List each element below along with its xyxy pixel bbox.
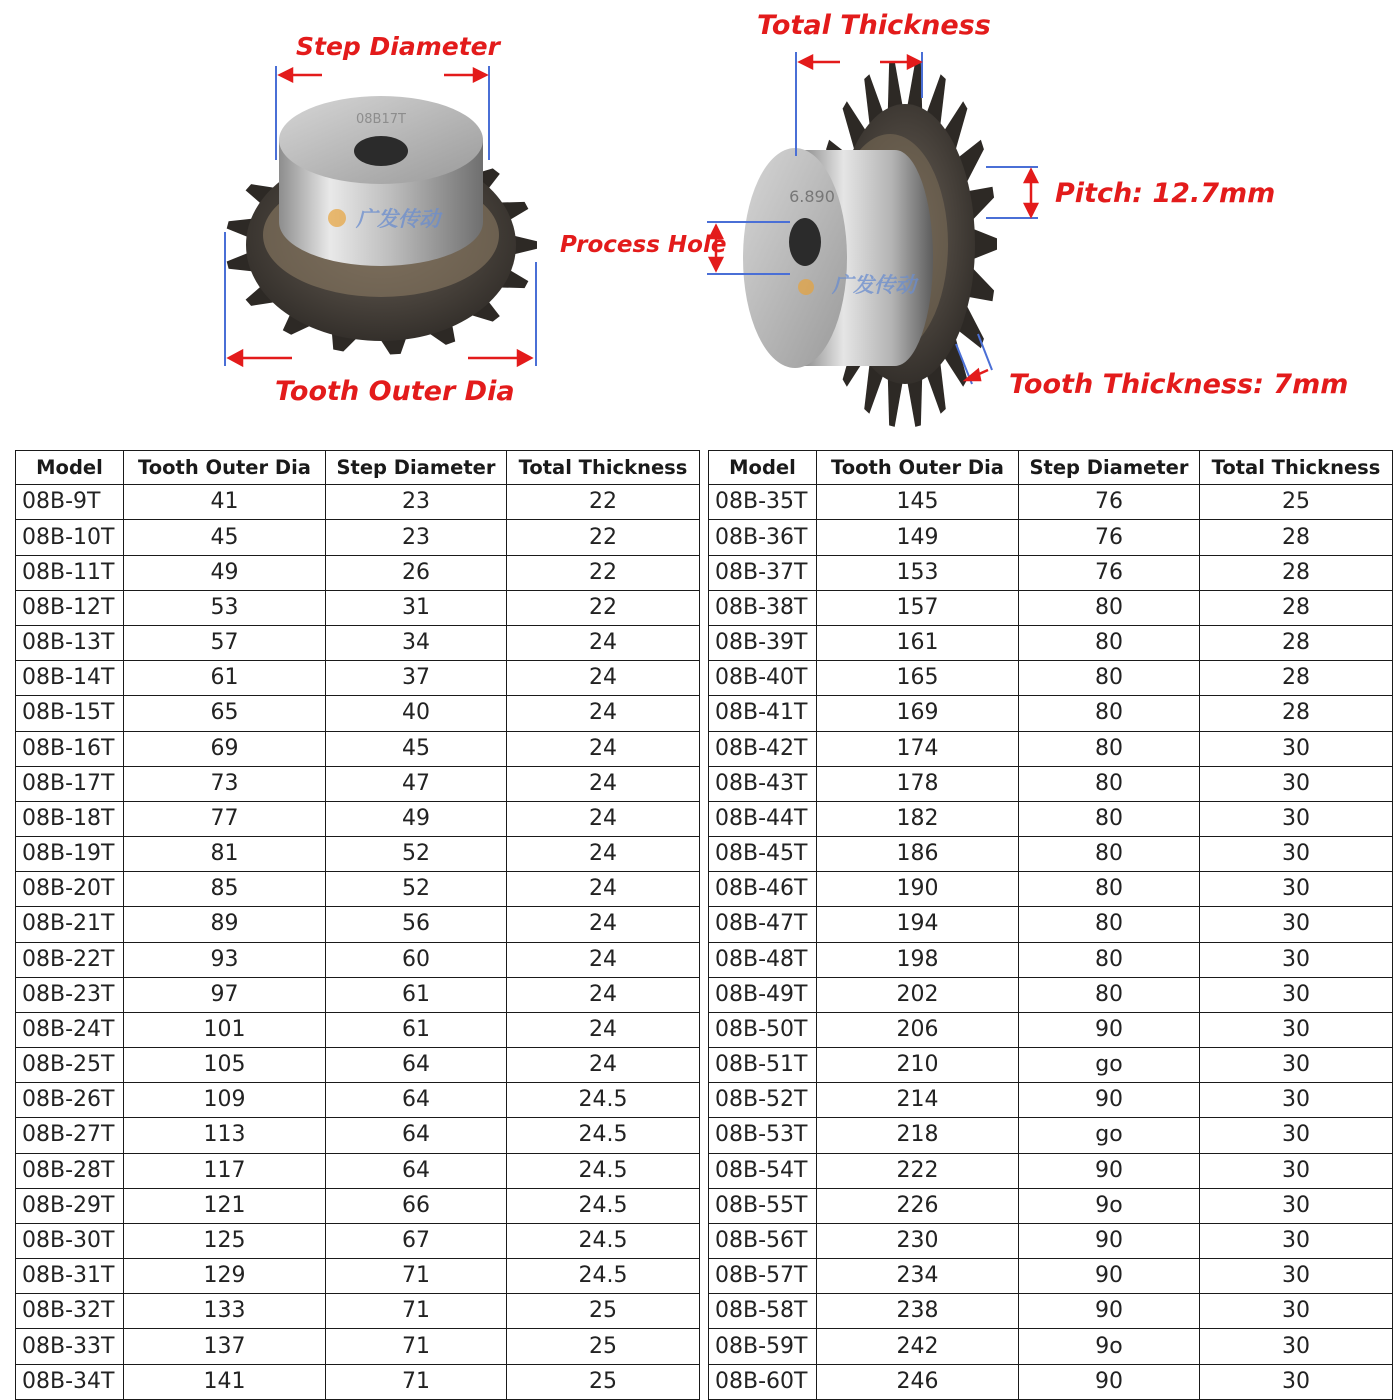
cell-model: 08B-51T [709, 1048, 817, 1083]
cell-model: 08B-26T [16, 1083, 124, 1118]
cell-step-diameter: 80 [1019, 907, 1200, 942]
tooth-outer-dia-label: Tooth Outer Dia [275, 376, 515, 407]
table-row [16, 1083, 700, 1118]
cell-model: 08B-49T [709, 977, 817, 1012]
table-row [16, 1153, 700, 1188]
cell-tooth-outer-dia: 242 [817, 1329, 1019, 1364]
table-row [16, 837, 700, 872]
table-row [16, 1294, 700, 1329]
cell-total-thickness: 24.5 [507, 1153, 700, 1188]
cell-total-thickness: 24 [507, 942, 700, 977]
header-model: Model [16, 451, 124, 485]
table-row [16, 907, 700, 942]
cell-tooth-outer-dia: 194 [817, 907, 1019, 942]
table-row [709, 1083, 1393, 1118]
cell-tooth-outer-dia: 93 [124, 942, 326, 977]
cell-tooth-outer-dia: 49 [124, 555, 326, 590]
cell-total-thickness: 30 [1200, 1188, 1393, 1223]
header-step-diameter: Step Diameter [1019, 451, 1200, 485]
cell-step-diameter: 34 [326, 625, 507, 660]
cell-total-thickness: 28 [1200, 520, 1393, 555]
cell-step-diameter: 26 [326, 555, 507, 590]
cell-step-diameter: go [1019, 1118, 1200, 1153]
table-row [709, 1223, 1393, 1258]
table-row [16, 872, 700, 907]
cell-tooth-outer-dia: 186 [817, 837, 1019, 872]
table-row [709, 555, 1393, 590]
cell-tooth-outer-dia: 202 [817, 977, 1019, 1012]
cell-model: 08B-9T [16, 485, 124, 520]
cell-tooth-outer-dia: 190 [817, 872, 1019, 907]
spec-table-right [708, 450, 1393, 1400]
cell-step-diameter: 61 [326, 977, 507, 1012]
cell-total-thickness: 24 [507, 907, 700, 942]
cell-step-diameter: 76 [1019, 555, 1200, 590]
cell-tooth-outer-dia: 149 [817, 520, 1019, 555]
header-tooth-outer-dia: Tooth Outer Dia [817, 451, 1019, 485]
cell-step-diameter: 71 [326, 1329, 507, 1364]
cell-tooth-outer-dia: 153 [817, 555, 1019, 590]
cell-tooth-outer-dia: 113 [124, 1118, 326, 1153]
cell-tooth-outer-dia: 234 [817, 1259, 1019, 1294]
cell-model: 08B-50T [709, 1012, 817, 1047]
left-hub-mark: 08B17T [356, 112, 406, 127]
cell-tooth-outer-dia: 238 [817, 1294, 1019, 1329]
cell-tooth-outer-dia: 85 [124, 872, 326, 907]
left-sprocket [227, 96, 537, 355]
table-row [709, 1153, 1393, 1188]
table-row [709, 1118, 1393, 1153]
table-row [16, 1329, 700, 1364]
cell-model: 08B-16T [16, 731, 124, 766]
cell-step-diameter: 52 [326, 872, 507, 907]
cell-step-diameter: 47 [326, 766, 507, 801]
table-row [16, 942, 700, 977]
spec-tables [15, 450, 1391, 1400]
cell-total-thickness: 30 [1200, 1223, 1393, 1258]
cell-tooth-outer-dia: 178 [817, 766, 1019, 801]
cell-tooth-outer-dia: 246 [817, 1364, 1019, 1399]
table-row [16, 1118, 700, 1153]
table-row [16, 731, 700, 766]
cell-total-thickness: 30 [1200, 907, 1393, 942]
table-row [709, 625, 1393, 660]
table-row [16, 625, 700, 660]
cell-tooth-outer-dia: 174 [817, 731, 1019, 766]
cell-model: 08B-24T [16, 1012, 124, 1047]
cell-step-diameter: 37 [326, 661, 507, 696]
cell-step-diameter: 64 [326, 1118, 507, 1153]
cell-step-diameter: 52 [326, 837, 507, 872]
table-row [709, 1048, 1393, 1083]
cell-model: 08B-13T [16, 625, 124, 660]
cell-model: 08B-45T [709, 837, 817, 872]
cell-model: 08B-15T [16, 696, 124, 731]
cell-total-thickness: 24 [507, 661, 700, 696]
cell-step-diameter: 80 [1019, 837, 1200, 872]
table-row [16, 661, 700, 696]
cell-step-diameter: go [1019, 1048, 1200, 1083]
table-row [16, 1259, 700, 1294]
cell-step-diameter: 61 [326, 1012, 507, 1047]
cell-tooth-outer-dia: 137 [124, 1329, 326, 1364]
cell-total-thickness: 28 [1200, 661, 1393, 696]
cell-tooth-outer-dia: 214 [817, 1083, 1019, 1118]
spec-table-left [15, 450, 700, 1400]
cell-total-thickness: 30 [1200, 1364, 1393, 1399]
cell-step-diameter: 80 [1019, 766, 1200, 801]
cell-model: 08B-57T [709, 1259, 817, 1294]
cell-model: 08B-32T [16, 1294, 124, 1329]
cell-model: 08B-47T [709, 907, 817, 942]
cell-total-thickness: 30 [1200, 1083, 1393, 1118]
cell-total-thickness: 24.5 [507, 1259, 700, 1294]
cell-tooth-outer-dia: 117 [124, 1153, 326, 1188]
cell-tooth-outer-dia: 161 [817, 625, 1019, 660]
sprocket-diagram [0, 0, 1400, 440]
cell-step-diameter: 40 [326, 696, 507, 731]
cell-model: 08B-23T [16, 977, 124, 1012]
cell-step-diameter: 23 [326, 520, 507, 555]
cell-tooth-outer-dia: 226 [817, 1188, 1019, 1223]
cell-step-diameter: 60 [326, 942, 507, 977]
table-row [709, 1259, 1393, 1294]
cell-step-diameter: 80 [1019, 625, 1200, 660]
cell-model: 08B-12T [16, 590, 124, 625]
cell-model: 08B-43T [709, 766, 817, 801]
cell-step-diameter: 90 [1019, 1012, 1200, 1047]
cell-total-thickness: 28 [1200, 696, 1393, 731]
cell-total-thickness: 24 [507, 1012, 700, 1047]
cell-tooth-outer-dia: 73 [124, 766, 326, 801]
cell-model: 08B-29T [16, 1188, 124, 1223]
cell-tooth-outer-dia: 97 [124, 977, 326, 1012]
cell-total-thickness: 22 [507, 590, 700, 625]
cell-step-diameter: 80 [1019, 590, 1200, 625]
table-row [709, 766, 1393, 801]
cell-total-thickness: 30 [1200, 1259, 1393, 1294]
cell-tooth-outer-dia: 53 [124, 590, 326, 625]
cell-step-diameter: 90 [1019, 1294, 1200, 1329]
cell-tooth-outer-dia: 65 [124, 696, 326, 731]
cell-model: 08B-22T [16, 942, 124, 977]
table-row [16, 801, 700, 836]
cell-tooth-outer-dia: 133 [124, 1294, 326, 1329]
cell-tooth-outer-dia: 121 [124, 1188, 326, 1223]
cell-step-diameter: 64 [326, 1048, 507, 1083]
cell-tooth-outer-dia: 109 [124, 1083, 326, 1118]
cell-tooth-outer-dia: 89 [124, 907, 326, 942]
table-header-row [16, 451, 700, 485]
cell-step-diameter: 76 [1019, 485, 1200, 520]
cell-step-diameter: 56 [326, 907, 507, 942]
cell-step-diameter: 71 [326, 1364, 507, 1399]
cell-tooth-outer-dia: 157 [817, 590, 1019, 625]
cell-total-thickness: 30 [1200, 801, 1393, 836]
cell-total-thickness: 30 [1200, 872, 1393, 907]
watermark-left: 广发传动 [356, 207, 440, 231]
table-row [709, 661, 1393, 696]
header-total-thickness: Total Thickness [1200, 451, 1393, 485]
table-row [709, 696, 1393, 731]
header-step-diameter: Step Diameter [326, 451, 507, 485]
cell-model: 08B-38T [709, 590, 817, 625]
cell-model: 08B-35T [709, 485, 817, 520]
cell-step-diameter: 80 [1019, 661, 1200, 696]
cell-total-thickness: 24 [507, 801, 700, 836]
table-row [709, 1294, 1393, 1329]
cell-tooth-outer-dia: 125 [124, 1223, 326, 1258]
cell-step-diameter: 31 [326, 590, 507, 625]
cell-tooth-outer-dia: 69 [124, 731, 326, 766]
cell-tooth-outer-dia: 105 [124, 1048, 326, 1083]
cell-model: 08B-36T [709, 520, 817, 555]
cell-tooth-outer-dia: 210 [817, 1048, 1019, 1083]
cell-step-diameter: 76 [1019, 520, 1200, 555]
cell-total-thickness: 22 [507, 555, 700, 590]
right-hub-mark: 6.890 [789, 187, 835, 206]
cell-total-thickness: 24 [507, 696, 700, 731]
cell-total-thickness: 28 [1200, 590, 1393, 625]
cell-step-diameter: 80 [1019, 942, 1200, 977]
cell-model: 08B-46T [709, 872, 817, 907]
cell-total-thickness: 30 [1200, 1118, 1393, 1153]
cell-total-thickness: 24 [507, 731, 700, 766]
cell-total-thickness: 30 [1200, 837, 1393, 872]
cell-tooth-outer-dia: 206 [817, 1012, 1019, 1047]
cell-step-diameter: 9o [1019, 1329, 1200, 1364]
cell-step-diameter: 71 [326, 1294, 507, 1329]
cell-model: 08B-37T [709, 555, 817, 590]
cell-total-thickness: 24.5 [507, 1083, 700, 1118]
cell-tooth-outer-dia: 222 [817, 1153, 1019, 1188]
cell-total-thickness: 30 [1200, 1153, 1393, 1188]
cell-total-thickness: 25 [507, 1294, 700, 1329]
cell-model: 08B-40T [709, 661, 817, 696]
cell-step-diameter: 71 [326, 1259, 507, 1294]
table-row [709, 977, 1393, 1012]
table-row [16, 555, 700, 590]
cell-model: 08B-55T [709, 1188, 817, 1223]
cell-total-thickness: 28 [1200, 625, 1393, 660]
cell-tooth-outer-dia: 230 [817, 1223, 1019, 1258]
cell-step-diameter: 49 [326, 801, 507, 836]
table-row [709, 837, 1393, 872]
cell-total-thickness: 30 [1200, 977, 1393, 1012]
total-thickness-label: Total Thickness [757, 10, 991, 41]
table-row [709, 1364, 1393, 1399]
cell-total-thickness: 24 [507, 837, 700, 872]
cell-total-thickness: 24 [507, 625, 700, 660]
cell-step-diameter: 90 [1019, 1153, 1200, 1188]
right-sprocket [743, 61, 997, 427]
cell-total-thickness: 30 [1200, 1012, 1393, 1047]
cell-total-thickness: 25 [1200, 485, 1393, 520]
cell-total-thickness: 30 [1200, 1048, 1393, 1083]
cell-model: 08B-56T [709, 1223, 817, 1258]
cell-tooth-outer-dia: 81 [124, 837, 326, 872]
cell-total-thickness: 30 [1200, 1294, 1393, 1329]
cell-model: 08B-21T [16, 907, 124, 942]
cell-tooth-outer-dia: 198 [817, 942, 1019, 977]
cell-step-diameter: 80 [1019, 801, 1200, 836]
cell-step-diameter: 9o [1019, 1188, 1200, 1223]
cell-model: 08B-10T [16, 520, 124, 555]
table-row [16, 485, 700, 520]
cell-step-diameter: 80 [1019, 731, 1200, 766]
cell-step-diameter: 23 [326, 485, 507, 520]
cell-model: 08B-60T [709, 1364, 817, 1399]
cell-step-diameter: 80 [1019, 872, 1200, 907]
cell-model: 08B-20T [16, 872, 124, 907]
cell-model: 08B-33T [16, 1329, 124, 1364]
cell-model: 08B-30T [16, 1223, 124, 1258]
cell-step-diameter: 80 [1019, 977, 1200, 1012]
cell-total-thickness: 24 [507, 872, 700, 907]
table-row [16, 1012, 700, 1047]
cell-tooth-outer-dia: 169 [817, 696, 1019, 731]
cell-total-thickness: 30 [1200, 766, 1393, 801]
cell-model: 08B-28T [16, 1153, 124, 1188]
table-row [709, 1329, 1393, 1364]
cell-model: 08B-25T [16, 1048, 124, 1083]
cell-model: 08B-53T [709, 1118, 817, 1153]
cell-tooth-outer-dia: 145 [817, 485, 1019, 520]
cell-step-diameter: 90 [1019, 1259, 1200, 1294]
cell-total-thickness: 25 [507, 1364, 700, 1399]
cell-tooth-outer-dia: 61 [124, 661, 326, 696]
cell-model: 08B-14T [16, 661, 124, 696]
cell-model: 08B-48T [709, 942, 817, 977]
table-row [709, 1012, 1393, 1047]
cell-total-thickness: 22 [507, 520, 700, 555]
cell-total-thickness: 30 [1200, 731, 1393, 766]
table-row [709, 485, 1393, 520]
cell-tooth-outer-dia: 57 [124, 625, 326, 660]
table-row [16, 1223, 700, 1258]
cell-model: 08B-27T [16, 1118, 124, 1153]
process-hole-label: Process Hole [560, 232, 727, 258]
table-row [709, 590, 1393, 625]
cell-tooth-outer-dia: 182 [817, 801, 1019, 836]
cell-step-diameter: 64 [326, 1083, 507, 1118]
cell-model: 08B-41T [709, 696, 817, 731]
cell-model: 08B-18T [16, 801, 124, 836]
table-row [16, 696, 700, 731]
cell-total-thickness: 28 [1200, 555, 1393, 590]
cell-total-thickness: 30 [1200, 1329, 1393, 1364]
pitch-label: Pitch: 12.7mm [1055, 178, 1276, 209]
cell-model: 08B-39T [709, 625, 817, 660]
cell-model: 08B-17T [16, 766, 124, 801]
table-row [709, 942, 1393, 977]
table-row [709, 801, 1393, 836]
cell-model: 08B-42T [709, 731, 817, 766]
table-row [16, 590, 700, 625]
cell-model: 08B-59T [709, 1329, 817, 1364]
cell-tooth-outer-dia: 129 [124, 1259, 326, 1294]
header-tooth-outer-dia: Tooth Outer Dia [124, 451, 326, 485]
table-row [16, 766, 700, 801]
cell-model: 08B-52T [709, 1083, 817, 1118]
cell-step-diameter: 90 [1019, 1223, 1200, 1258]
cell-step-diameter: 67 [326, 1223, 507, 1258]
cell-model: 08B-11T [16, 555, 124, 590]
table-row [16, 1188, 700, 1223]
cell-total-thickness: 24.5 [507, 1188, 700, 1223]
cell-model: 08B-19T [16, 837, 124, 872]
cell-model: 08B-58T [709, 1294, 817, 1329]
watermark-right: 广发传动 [832, 273, 916, 297]
table-row [709, 872, 1393, 907]
table-row [709, 907, 1393, 942]
cell-tooth-outer-dia: 218 [817, 1118, 1019, 1153]
tooth-thickness-label: Tooth Thickness: 7mm [1009, 369, 1349, 400]
cell-total-thickness: 22 [507, 485, 700, 520]
cell-tooth-outer-dia: 41 [124, 485, 326, 520]
header-model: Model [709, 451, 817, 485]
table-row [709, 1188, 1393, 1223]
cell-total-thickness: 24 [507, 1048, 700, 1083]
cell-step-diameter: 90 [1019, 1364, 1200, 1399]
cell-total-thickness: 25 [507, 1329, 700, 1364]
cell-total-thickness: 24.5 [507, 1118, 700, 1153]
cell-model: 08B-34T [16, 1364, 124, 1399]
step-diameter-label: Step Diameter [296, 32, 500, 61]
table-header-row [709, 451, 1393, 485]
cell-total-thickness: 24 [507, 977, 700, 1012]
table-row [16, 520, 700, 555]
cell-model: 08B-44T [709, 801, 817, 836]
cell-step-diameter: 45 [326, 731, 507, 766]
cell-total-thickness: 24 [507, 766, 700, 801]
cell-step-diameter: 80 [1019, 696, 1200, 731]
cell-tooth-outer-dia: 141 [124, 1364, 326, 1399]
cell-tooth-outer-dia: 77 [124, 801, 326, 836]
table-row [709, 520, 1393, 555]
cell-model: 08B-54T [709, 1153, 817, 1188]
table-row [16, 977, 700, 1012]
table-row [16, 1364, 700, 1399]
cell-step-diameter: 64 [326, 1153, 507, 1188]
cell-step-diameter: 66 [326, 1188, 507, 1223]
table-row [16, 1048, 700, 1083]
cell-step-diameter: 90 [1019, 1083, 1200, 1118]
header-total-thickness: Total Thickness [507, 451, 700, 485]
cell-tooth-outer-dia: 165 [817, 661, 1019, 696]
table-row [709, 731, 1393, 766]
cell-tooth-outer-dia: 101 [124, 1012, 326, 1047]
cell-total-thickness: 24.5 [507, 1223, 700, 1258]
cell-total-thickness: 30 [1200, 942, 1393, 977]
cell-tooth-outer-dia: 45 [124, 520, 326, 555]
cell-model: 08B-31T [16, 1259, 124, 1294]
